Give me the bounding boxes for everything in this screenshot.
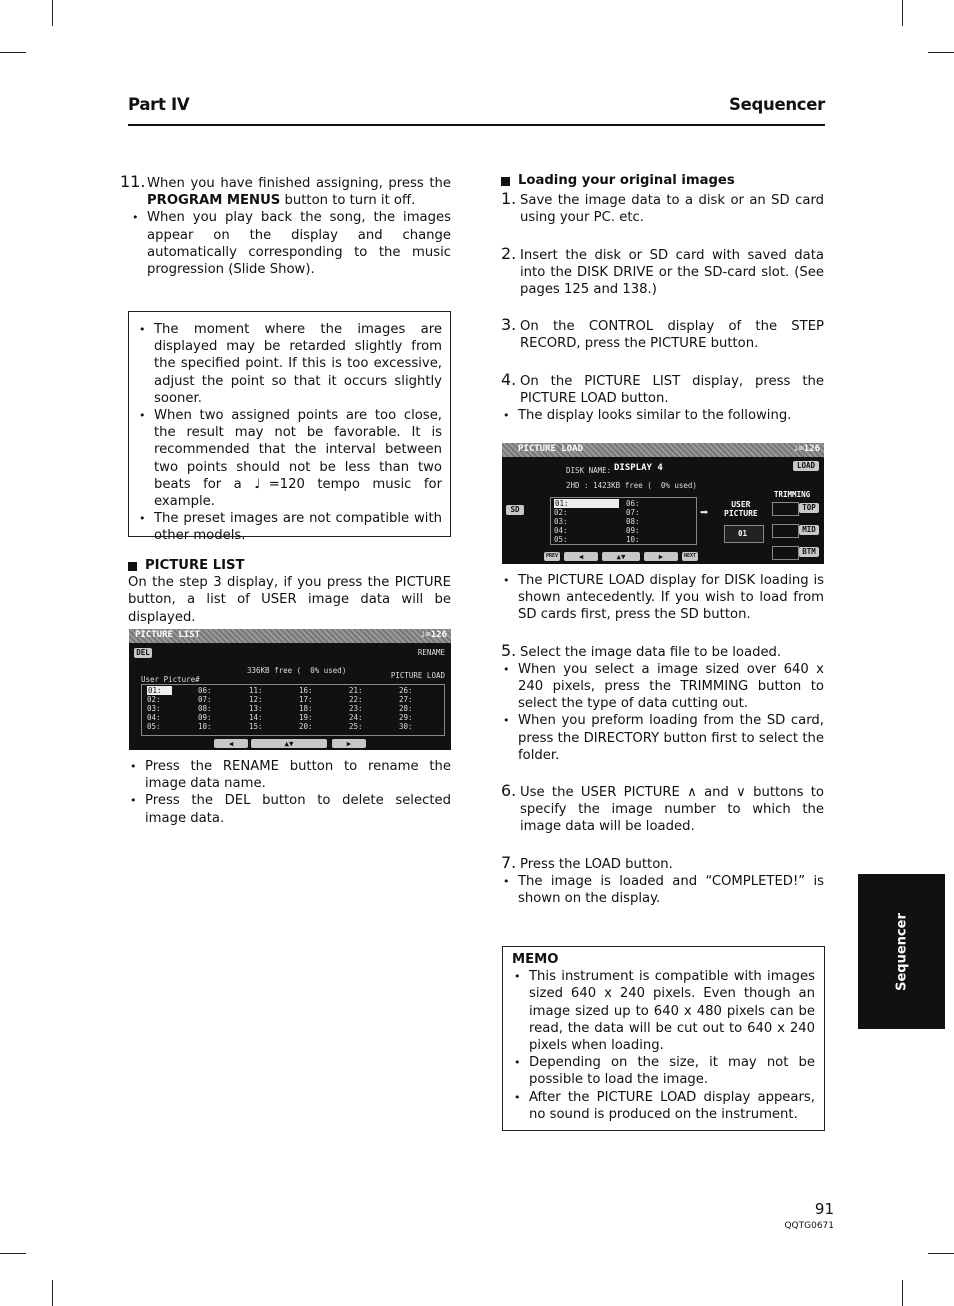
prev-button[interactable]: PREV — [545, 553, 559, 559]
bullet: • When you preform loading from the SD card, press the DIRECTORY button first to select the folder. — [501, 712, 824, 764]
bullet: • When you play back the song, the images appear on the display and change automatically corresponding to the music progression (Slide Show). — [130, 209, 451, 278]
bullet: • When you select a image sized over 640 x 240 pixels, press the TRIMMING button to select the type of data cutting out. — [501, 661, 824, 713]
grid-col: 01: 02: 03: 04: 05: — [147, 686, 172, 731]
picture-load-button[interactable]: PICTURE LOAD — [390, 671, 445, 680]
crop-mark — [52, 1280, 53, 1306]
memo-bullet: • Depending on the size, it may not be possible to load the image. — [512, 1054, 815, 1088]
step-bold-text: PROGRAM MENUS — [147, 193, 281, 209]
trim-btm-preview — [772, 546, 799, 560]
memo-box — [502, 946, 825, 1131]
step-2: 2. Insert the disk or SD card with saved data into the DISK DRIVE or the SD-card slot. (See pages 125 and 138.) — [501, 243, 824, 298]
scroll-right-button[interactable]: ▶ — [644, 552, 678, 561]
page-number: 91 — [814, 1200, 834, 1218]
step-number: 11. — [120, 172, 146, 191]
section-intro: On the step 3 display, if you press the PICTURE button, a list of USER image data will be displayed. — [128, 575, 451, 625]
left-column — [120, 172, 451, 278]
section-label: Sequencer — [729, 95, 825, 114]
trim-top-preview — [772, 502, 799, 516]
side-tab-label: Sequencer — [893, 912, 909, 991]
bullet: • The display looks similar to the following. — [501, 407, 824, 424]
rename-button[interactable]: RENAME — [417, 648, 445, 657]
disk-name: DISPLAY 4 — [614, 463, 663, 473]
crop-mark — [0, 1253, 26, 1254]
disk-name-label: DISK NAME: — [566, 466, 612, 475]
step-5: 5. Select the image data file to be loaded. — [501, 640, 782, 660]
crop-mark — [902, 0, 903, 26]
crop-mark — [52, 0, 53, 26]
trim-mid-button[interactable]: MID — [799, 525, 819, 535]
step-3: 3. On the CONTROL display of the STEP RECORD, press the PICTURE button. — [501, 315, 824, 352]
trim-btm-button[interactable]: BTM — [799, 547, 819, 557]
note-bullet: • The preset images are not compatible with other models. — [137, 510, 442, 544]
grid-col: 21: 22: 23: 24: 25: — [349, 686, 363, 731]
crop-mark — [928, 52, 954, 53]
crop-mark — [928, 1253, 954, 1254]
bullet: • The image is loaded and “COMPLETED!” is shown on the display. — [501, 873, 824, 907]
side-tab — [858, 874, 945, 1029]
section-heading: Loading your original images — [501, 172, 824, 189]
section-heading: PICTURE LIST — [128, 557, 451, 574]
next-button[interactable]: NEXT — [683, 553, 697, 559]
load-button[interactable]: LOAD — [793, 461, 819, 471]
step-6: 6. Use the USER PICTURE ∧ and ∨ buttons to specify the image number to which the image data will be loaded. — [501, 781, 824, 835]
grid-col: 16: 17: 18: 19: 20: — [299, 686, 313, 731]
right-column — [501, 172, 824, 424]
free-space: 336KB free ( 0% used) — [247, 666, 347, 675]
screen-title: PICTURE LOAD — [518, 444, 584, 454]
user-picture-label: USER PICTURE — [724, 500, 758, 518]
sd-button[interactable]: SD — [506, 505, 524, 515]
grid-col: 26: 27: 28: 29: 30: — [399, 686, 413, 731]
step-1: 1. Save the image data to a disk or an SD card using your PC. etc. — [501, 189, 824, 226]
user-picture-label: User Picture# — [141, 675, 200, 684]
scroll-left-button[interactable]: ◀ — [214, 739, 248, 748]
screen-title: PICTURE LIST — [135, 630, 201, 640]
grid-col: 06: 07: 08: 09: 10: — [198, 686, 212, 731]
arrow-icon: ➡ — [700, 505, 709, 521]
note-bullet: • The moment where the images are displayed may be retarded slightly from the specified point. If this is too excessive, adjust the point so that it occurs slightly sooner. — [137, 321, 442, 407]
del-button[interactable]: DEL — [134, 648, 152, 658]
scroll-updown-button[interactable]: ▲▼ — [251, 739, 327, 748]
part-label: Part IV — [128, 95, 190, 114]
doc-code: QQTG0671 — [784, 1221, 834, 1231]
picture-load-screen — [502, 443, 824, 564]
bullet: • Press the DEL button to delete selected image data. — [128, 792, 451, 826]
tempo: ♩=126 — [419, 630, 447, 640]
picture-list-section — [128, 557, 451, 626]
picture-list-screen — [129, 629, 451, 750]
right-column-lower — [501, 572, 824, 907]
grid-col: 11: 12: 13: 14: 15: — [249, 686, 263, 731]
note-box — [128, 311, 451, 544]
step-text: When you have finished assigning, press the — [147, 176, 451, 191]
note-bullet: • When two assigned points are too close, the result may not be favorable. It is recommended that the interval between two points should not be less than two beats for a ♩=120 tempo music for example. — [137, 407, 442, 510]
step-7: 7. Press the LOAD button. — [501, 852, 673, 872]
bullet: • Press the RENAME button to rename the image data name. — [128, 758, 451, 792]
user-number: 01 — [738, 529, 748, 538]
step-text: button to turn it off. — [284, 193, 416, 209]
bullet: • The PICTURE LOAD display for DISK loading is shown antecedently. If you wish to load from SD cards first, press the SD button. — [501, 572, 824, 624]
header-rule — [128, 124, 825, 126]
trim-top-button[interactable]: TOP — [799, 503, 819, 513]
file-col: 06: 07: 08: 09: 10: — [626, 499, 640, 544]
tempo: ♩=126 — [792, 444, 820, 454]
step-4: 4. On the PICTURE LIST display, press the PICTURE LOAD button. — [501, 369, 824, 406]
disk-info: 2HD : 1423KB free ( 0% used) — [566, 481, 697, 490]
crop-mark — [902, 1280, 903, 1306]
memo-title: MEMO — [512, 952, 559, 967]
scroll-right-button[interactable]: ▶ — [332, 739, 366, 748]
picture-list-bullets — [128, 758, 451, 827]
crop-mark — [0, 52, 26, 53]
memo-bullet: • This instrument is compatible with images sized 640 x 240 pixels. Even though an image sized up to 640 x 480 pixels can be read, the data will be cut out to 640 x 240 pixels when loading. — [512, 968, 815, 1054]
step-11 — [120, 172, 451, 209]
scroll-updown-button[interactable]: ▲▼ — [602, 552, 640, 561]
memo-bullet: • After the PICTURE LOAD display appears, no sound is produced on the instrument. — [512, 1089, 815, 1123]
scroll-left-button[interactable]: ◀ — [564, 552, 598, 561]
file-col: 01: 02: 03: 04: 05: — [554, 499, 619, 544]
trimming-label: TRIMMING — [774, 490, 811, 499]
trim-mid-preview — [772, 524, 799, 538]
